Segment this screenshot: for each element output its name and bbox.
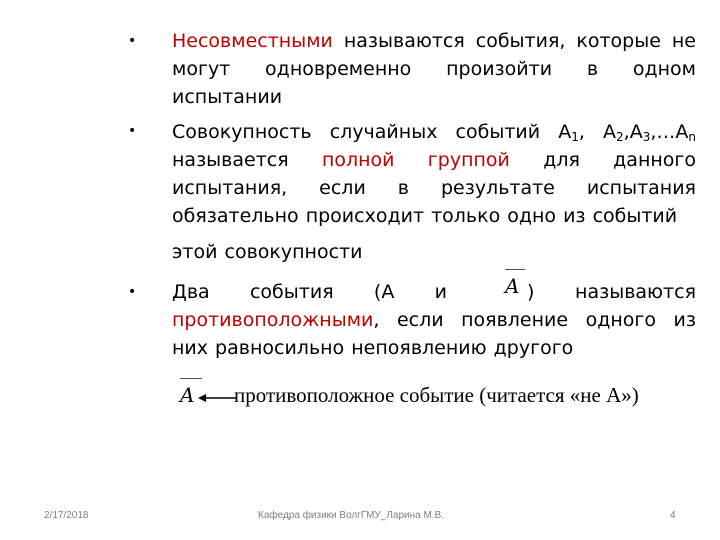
a-bar-letter: A xyxy=(180,383,195,407)
p2-line1 xyxy=(172,118,696,146)
p2-line5: этой совокупности xyxy=(172,241,363,263)
term-opposite: противоположными xyxy=(172,309,374,331)
p1-line1 xyxy=(172,27,696,55)
paragraph-incompatible-events xyxy=(172,27,696,111)
overline xyxy=(505,269,525,270)
p3-line2-rest: , если появление одного из xyxy=(373,309,696,331)
p2-sep1: , А xyxy=(578,121,617,143)
p2-line2-after: для данного xyxy=(543,149,697,171)
paragraph-opposite-events xyxy=(172,278,696,362)
bullet-2: • xyxy=(128,123,137,139)
p2-line2-before: называется xyxy=(172,149,289,171)
footer-page-number: 4 xyxy=(670,510,676,521)
term-incompatible: Несовместными xyxy=(172,30,333,52)
p2-line2 xyxy=(172,146,696,174)
p1-line1-rest: называются события, которые не xyxy=(332,30,696,52)
definition-text: противоположное событие (читается «не А») xyxy=(234,383,639,407)
a-bar-letter: A xyxy=(505,274,520,298)
p3-line1-after: ) называются xyxy=(527,281,696,303)
subscript-1: 1 xyxy=(571,130,579,144)
footer-date: 2/17/2018 xyxy=(44,510,89,521)
p3-line3: них равносильно непоявлению другого xyxy=(172,337,574,359)
overline xyxy=(180,378,202,379)
paragraph-full-group xyxy=(172,118,696,266)
p1-line3: испытании xyxy=(172,86,283,108)
term-full-group: полной группой xyxy=(321,149,510,171)
subscript-n: n xyxy=(688,130,696,144)
p2-line4: обязательно происходит только одно из событий xyxy=(172,205,678,227)
p2-sep3: ,…А xyxy=(650,121,689,143)
left-arrow-icon xyxy=(198,391,238,405)
a-bar-symbol-inline xyxy=(505,274,519,298)
p2-sep2: ,А xyxy=(623,121,643,143)
p2-line1-text: Совокупность случайных событий А xyxy=(172,121,572,143)
bullet-1: • xyxy=(128,33,137,49)
subscript-3: 3 xyxy=(642,130,651,144)
p3-line1-before: Два события (А и xyxy=(172,281,447,303)
a-bar-symbol-definition xyxy=(180,383,194,407)
footer-department: Кафедра физики ВолгГМУ_Ларина М.В. xyxy=(258,510,445,521)
p1-line2: могут одновременно произойти в одном xyxy=(172,58,696,80)
p3-line1 xyxy=(172,278,696,306)
p2-line3: испытания, если в результате испытания xyxy=(172,177,696,199)
p3-line2 xyxy=(172,306,696,334)
bullet-3: • xyxy=(128,284,137,300)
subscript-2: 2 xyxy=(616,130,624,144)
